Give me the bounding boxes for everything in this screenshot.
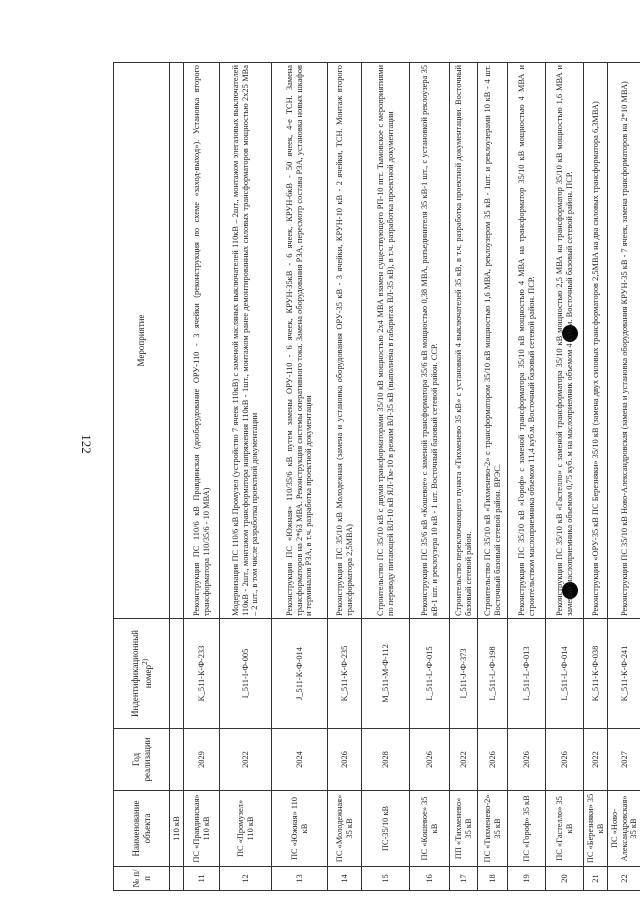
row-id: L_511-L-Ф-014 [546,619,584,729]
header-year: Год реализации [114,729,170,791]
section-110-empty [170,729,184,791]
row-measure: Реконструкция ПС 35/10 кВ Ново-Александровская (замена и установка оборудования КРУН-35 кВ - 7 ячеек, замена трансформаторов на 2*10 МВА) [608,63,640,619]
row-year: 2026 [478,729,508,791]
row-object: ПП «Тихменево» 35 кВ [450,791,478,867]
row-year: 2029 [184,729,220,791]
row-measure: Реконструкция ПС «Южная» 110/35/6 кВ путем замены ОРУ-110 - 6 ячеек, КРУН-35кВ - 6 ячеек, КРУН-6кВ - 50 ячеек, 4-е ТСН. Замена трансформаторов на 2*63 МВА. Реконструкция системы оперативного тока. Замена оборудования РЗА, пересмотр состава РЗА, установка новых шкафов и терминалов РЗА, в т.ч. разработка проектной документации [272,63,328,619]
row-measure: Строительство ПС 35/10 кВ «Тихменево-2» с трансформатором 35/10 кВ мощностью 1,6 МВА, реклоузером 35 кВ - 1шт. и реклоузерами 10 кВ - 4 шт. Восточный базовый сетевой район. ВРЭС. [478,63,508,619]
row-number: 13 [272,867,328,891]
row-object: ПС «Гороф» 35 кВ [508,791,546,867]
row-year: 2022 [584,729,608,791]
row-measure: Строительство ПС 35/10 кВ с двумя трансформаторами 35/10 кВ мощностью 2х4 МВА взамен существующего РП-10 пгт. Тымовское с мероприятиями по переводу питающей ВЛ-10 кВ ЯЛ-Тм-10 в режим ВЛ-35 кВ (выполнена в габаритах ВЛ-35 кВ), в т.ч. разработка проектной документации [362,63,410,619]
row-year: 2026 [546,729,584,791]
row-object: ПС-35/10 кВ [362,791,410,867]
header-id-label: Индентификационный номер [130,630,153,717]
table-row [508,63,546,891]
row-id: K_511-К-Ф-233 [184,619,220,729]
table-row [584,63,608,891]
row-year: 2022 [450,729,478,791]
table-row [362,63,410,891]
rotated-page-content [113,63,639,891]
page-number: 122 [79,434,94,454]
header-measure: Мероприятие [114,63,170,619]
header-id [114,619,170,729]
row-number: 18 [478,867,508,891]
row-number: 15 [362,867,410,891]
row-id: K_511-К-Ф-038 [584,619,608,729]
row-object: ПС «Березняки» 35 кВ [584,791,608,867]
row-number: 20 [546,867,584,891]
row-number: 19 [508,867,546,891]
section-110-empty [170,63,184,619]
row-year: 2026 [508,729,546,791]
header-num: № п/п [114,867,170,891]
row-year: 2024 [272,729,328,791]
row-id: L_511-L-Ф-198 [478,619,508,729]
row-id: K_511-К-Ф-235 [328,619,362,729]
row-measure: Модернизация ПС 110/6 кВ Промузел (устройство 7 ячеек 110кВ) с заменой масляных выключателей 110кВ – 2шт., монтажом элегазовых выключателей 110кВ - 2шт., монтажом трансформатора напряжения 110кВ - 1шт., монтажом ранее демонтированных силовых трансформаторов мощностью 2х25 МВа – 2 шт., в том числе разработка проектной документации [220,63,272,619]
row-object: ПС «Гастелло» 35 кВ [546,791,584,867]
row-measure: Реконструкция ПС 35/6 кВ «Кошевое» с заменой трансформатора 35/6 кВ мощностью 0,38 МВА, разъединителя 35 кВ-1 шт., с установкой реклоузера 35 кВ-1 шт. и реклоузера 10 кВ - 1 шт. Восточный базовый сетевой район. ССР. [410,63,450,619]
table-row [450,63,478,891]
row-object: ПС «Кошевое» 35 кВ [410,791,450,867]
row-measure: Реконструкция ПС 35/10 кВ «Гороф» с заменой трансформатора 35/10 кВ мощностью 4 МВА на трансформатор 35/10 кВ мощностью 4 МВА и строительством маслоприемника объемом 11,4 куб.м. Восточный базовый сетевой район. ПСР. [508,63,546,619]
row-id: I_511-J-Ф-373 [450,619,478,729]
row-number: 11 [184,867,220,891]
row-object: ПС «Правдинская» 110 кВ [184,791,220,867]
row-number: 14 [328,867,362,891]
row-id: L_511-L-Ф-015 [410,619,450,729]
row-object: ПС «Тихменево-2» 35 кВ [478,791,508,867]
table-row [608,63,640,891]
table-row [220,63,272,891]
table-row [546,63,584,891]
row-year: 2026 [328,729,362,791]
table-row [184,63,220,891]
row-id: J_511-К-Ф-014 [272,619,328,729]
row-number: 22 [608,867,640,891]
row-object: ПС «Ново-Александровская» 35 кВ [608,791,640,867]
row-number: 21 [584,867,608,891]
table-row [272,63,328,891]
row-year: 2022 [220,729,272,791]
row-measure: Реконструкция ПС 35/10 кВ Молодежная (замена и установка оборудования ОРУ-35 кВ - 3 ячейки, КРУН-10 кВ - 2 ячейки, ТСН. Монтаж второго трансформатора 2,5МВА) [328,63,362,619]
row-measure: Реконструкция ПС 110/6 кВ Правдинская (дооборудование ОРУ-110 - 3 ячейки (реконструкция по схеме «заход-выход»). Установка второго трансформатора 110/35/6 - 10 МВА) [184,63,220,619]
table-row [328,63,362,891]
row-object: ПС «Молодежная» 35 кВ [328,791,362,867]
row-year: 2026 [410,729,450,791]
row-id: L_511-L-Ф-013 [508,619,546,729]
row-object: ПС «Промузел» 110 кВ [220,791,272,867]
row-number: 16 [410,867,450,891]
section-110-row [170,63,184,891]
row-year: 2027 [608,729,640,791]
row-measure: Реконструкция «ОРУ-35 кВ ПС Березняки» 35/10 кВ (замена двух силовых трансформаторов 2,5МВА на два силовых трансформатора 6,3МВА) [584,63,608,619]
section-110-title: 110 кВ [170,791,184,867]
section-110-empty [170,867,184,891]
row-number: 12 [220,867,272,891]
header-id-footnote: 2) [139,658,149,665]
section-110-empty [170,619,184,729]
row-measure: Строительство переключающего пункта «Тихменево 35 кВ» с установкой 4 выключателей 35 кВ, в т.ч. разработка проектной документации. Восточный базовый сетевой район. [450,63,478,619]
row-id: K_511-К-Ф-241 [608,619,640,729]
row-id: M_511-М-Ф-112 [362,619,410,729]
table-row [410,63,450,891]
table-header-row [114,63,170,891]
row-id: I_511-I-Ф-005 [220,619,272,729]
row-year: 2028 [362,729,410,791]
row-measure: Реконструкция ПС 35/10 кВ «Гастелло» с заменой трансформатора 35/10 кВ мощностью 2,5 МВА на трансформатор 35/10 кВ мощностью 1,6 МВА и заменой маслоприемника объемом 0,75 куб. м на маслоприемник объемом 4 куб.м. Восточный базовый сетевой район. ПСР. [546,63,584,619]
measures-table [113,62,640,891]
row-object: ПС «Южная» 110 кВ [272,791,328,867]
header-object: Наименование объекта [114,791,170,867]
table-row [478,63,508,891]
row-number: 17 [450,867,478,891]
